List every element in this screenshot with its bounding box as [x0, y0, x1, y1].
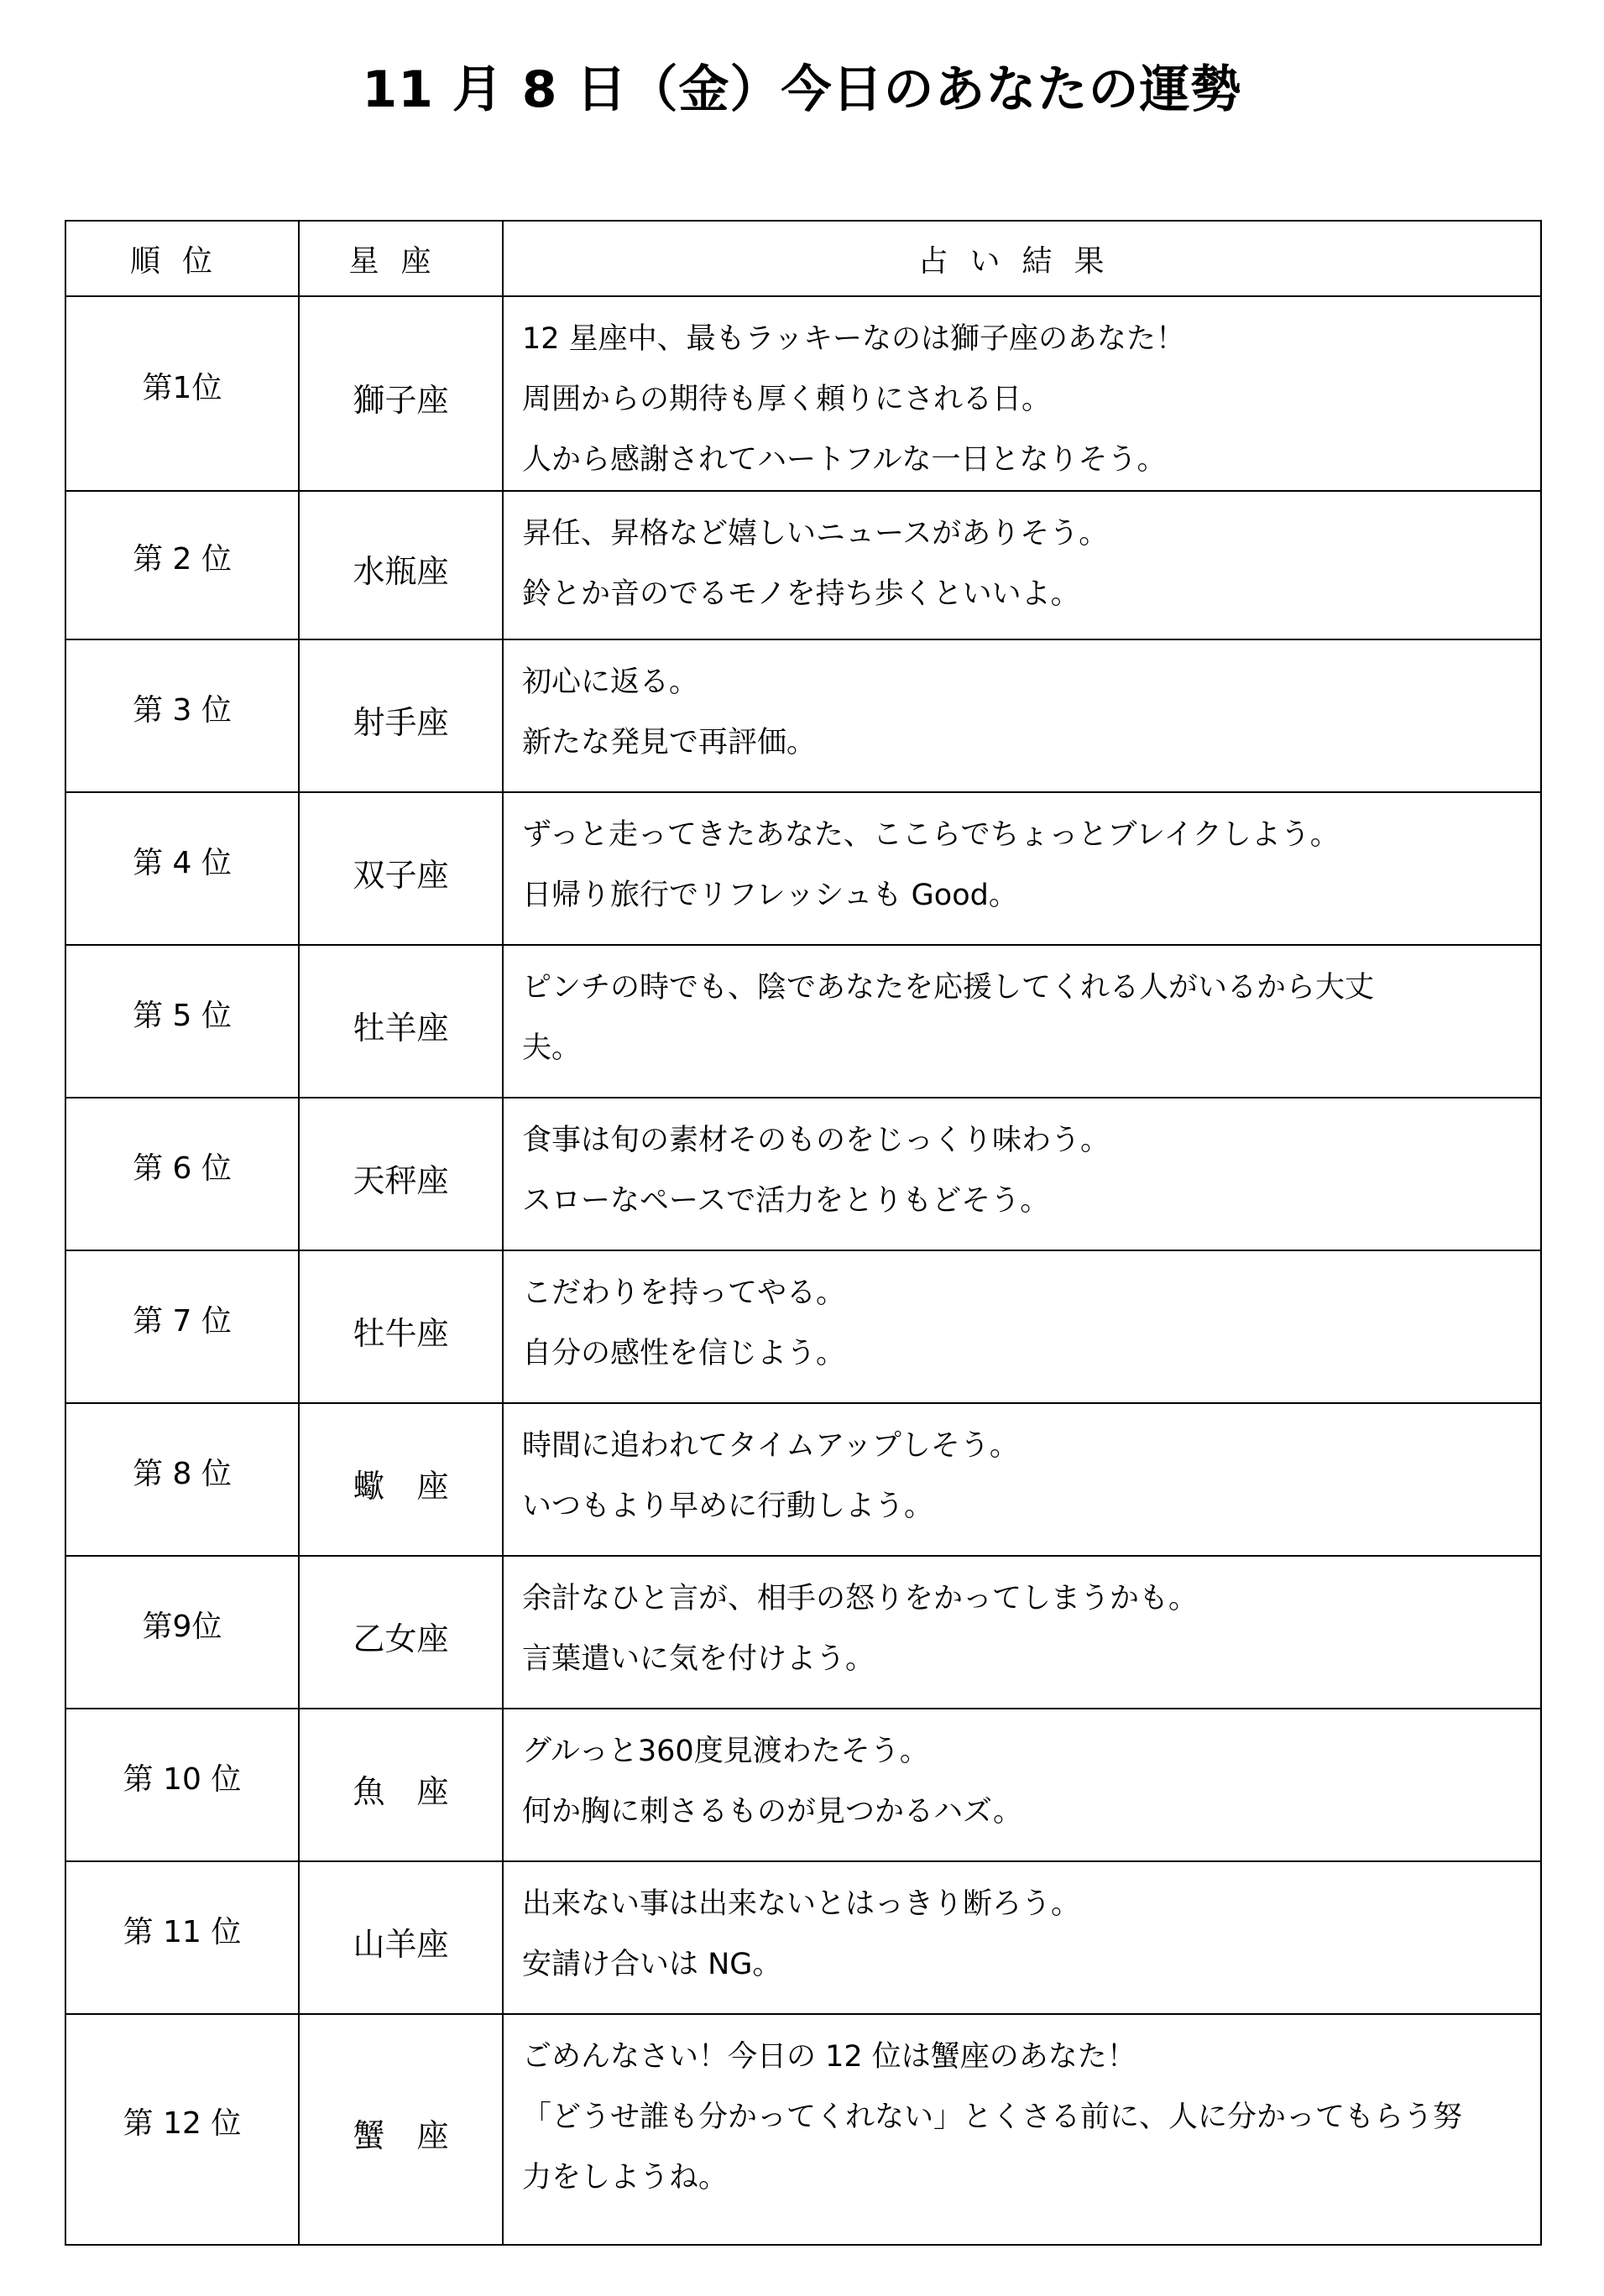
rank-label: 第 12 位: [123, 2106, 242, 2141]
sign-cell: [299, 296, 503, 491]
page-title: 11 月 8 日（金）今日のあなたの運勢: [362, 60, 1242, 119]
rank-label: 第 2 位: [133, 542, 232, 577]
result-line: 鈴とか音のでるモノを持ち歩くといいよ。: [522, 577, 1080, 611]
rank-label: 第 4 位: [133, 845, 232, 880]
rank-label: 第 5 位: [133, 998, 232, 1033]
table-row: [65, 2014, 1541, 2245]
rank-label: 第 7 位: [133, 1303, 232, 1338]
result-line: ピンチの時でも、陰であなたを応援してくれる人がいるから大丈: [522, 971, 1375, 1004]
result-line: ずっと走ってきたあなた、ここらでちょっとブレイクしよう。: [522, 818, 1340, 852]
sign-column-header: 星座: [299, 221, 503, 296]
rank-cell: [65, 1098, 299, 1250]
table-row: [65, 1556, 1541, 1709]
sign-label: 蠍 座: [353, 1467, 449, 1505]
result-cell: [503, 1250, 1541, 1403]
rank-label: 第9位: [142, 1609, 222, 1644]
sign-label: 山羊座: [353, 1925, 449, 1963]
result-line: 新たな発見で再評価。: [522, 726, 817, 759]
result-line: 昇任、昇格など嬉しいニュースがありそう。: [522, 517, 1109, 551]
result-line: 夫。: [522, 1031, 582, 1065]
result-line: 周囲からの期待も厚く頼りにされる日。: [522, 383, 1052, 416]
rank-cell: [65, 1861, 299, 2014]
result-line: こだわりを持ってやる。: [522, 1276, 846, 1310]
sign-label: 乙女座: [353, 1620, 449, 1657]
sign-label: 獅子座: [353, 381, 449, 419]
table-row: [65, 1403, 1541, 1556]
sign-cell: [299, 639, 503, 792]
result-line: 日帰り旅行でリフレッシュも Good。: [522, 879, 1018, 912]
result-line: 何か胸に刺さるものが見つかるハズ。: [522, 1795, 1023, 1829]
table-row: [65, 296, 1541, 491]
result-line: 初心に返る。: [522, 665, 699, 699]
sign-label: 蟹 座: [353, 2117, 449, 2154]
rank-cell: [65, 296, 299, 491]
result-line: 安請け合いは NG。: [522, 1948, 782, 1981]
table-row: [65, 639, 1541, 792]
result-cell: [503, 792, 1541, 945]
sign-cell: [299, 792, 503, 945]
rank-label: 第 3 位: [133, 692, 232, 728]
sign-cell: [299, 1250, 503, 1403]
sign-label: 水瓶座: [353, 553, 449, 590]
result-cell: [503, 1556, 1541, 1709]
result-cell: [503, 2014, 1541, 2245]
result-line: スローなペースで活力をとりもどそう。: [522, 1184, 1050, 1218]
rank-label: 第 11 位: [123, 1914, 242, 1949]
result-line: 力をしようね。: [522, 2161, 729, 2194]
rank-label: 第1位: [142, 370, 222, 405]
rank-label: 第 6 位: [133, 1151, 232, 1186]
rank-cell: [65, 1556, 299, 1709]
sign-label: 魚 座: [353, 1772, 449, 1810]
sign-cell: [299, 1861, 503, 2014]
table-row: [65, 945, 1541, 1098]
sign-label: 射手座: [353, 703, 449, 741]
result-line: 人から感謝されてハートフルな一日となりそう。: [522, 443, 1167, 477]
rank-cell: [65, 792, 299, 945]
table-header-row: [65, 221, 1541, 296]
rank-cell: [65, 639, 299, 792]
result-cell: [503, 1098, 1541, 1250]
sign-cell: [299, 1709, 503, 1861]
result-cell: [503, 639, 1541, 792]
sign-cell: [299, 2014, 503, 2245]
result-cell: [503, 296, 1541, 491]
rank-cell: [65, 491, 299, 639]
rank-cell: [65, 1403, 299, 1556]
table-row: [65, 1709, 1541, 1861]
result-cell: [503, 1861, 1541, 2014]
result-line: 出来ない事は出来ないとはっきり断ろう。: [522, 1887, 1081, 1921]
table-row: [65, 792, 1541, 945]
rank-column-header: 順位: [65, 221, 299, 296]
sign-label: 双子座: [353, 856, 449, 894]
result-line: 言葉遣いに気を付けよう。: [522, 1642, 875, 1676]
table-row: [65, 1250, 1541, 1403]
rank-label: 第 8 位: [133, 1456, 232, 1491]
sign-cell: [299, 1403, 503, 1556]
rank-cell: [65, 1250, 299, 1403]
result-line: 自分の感性を信じよう。: [522, 1337, 846, 1370]
rank-label: 第 10 位: [123, 1761, 242, 1797]
result-column-header: 占い結果: [503, 221, 1541, 296]
sign-label: 天秤座: [353, 1161, 449, 1199]
rank-cell: [65, 945, 299, 1098]
rank-cell: [65, 1709, 299, 1861]
sign-cell: [299, 1556, 503, 1709]
result-line: グルっと360度見渡わたそう。: [522, 1735, 929, 1768]
table-row: [65, 491, 1541, 639]
sign-label: 牡羊座: [353, 1009, 449, 1046]
result-cell: [503, 1403, 1541, 1556]
result-line: 余計なひと言が、相手の怒りをかってしまうかも。: [522, 1582, 1199, 1615]
table-row: [65, 1098, 1541, 1250]
result-line: 「どうせ誰も分かってくれない」とくさる前に、人に分かってもらう努: [522, 2100, 1463, 2134]
result-line: 時間に追われてタイムアップしそう。: [522, 1429, 1019, 1463]
sign-cell: [299, 491, 503, 639]
result-line: 12 星座中、最もラッキーなのは獅子座のあなた！: [522, 322, 1185, 356]
rank-cell: [65, 2014, 299, 2245]
table-row: [65, 1861, 1541, 2014]
horoscope-ranking-table: [65, 220, 1542, 2246]
result-line: ごめんなさい！今日の 12 位は蟹座のあなた！: [522, 2040, 1136, 2074]
result-line: 食事は旬の素材そのものをじっくり味わう。: [522, 1124, 1110, 1157]
result-line: いつもより早めに行動しよう。: [522, 1490, 934, 1523]
sign-cell: [299, 945, 503, 1098]
sign-cell: [299, 1098, 503, 1250]
result-cell: [503, 1709, 1541, 1861]
result-cell: [503, 945, 1541, 1098]
result-cell: [503, 491, 1541, 639]
sign-label: 牡牛座: [353, 1314, 449, 1352]
